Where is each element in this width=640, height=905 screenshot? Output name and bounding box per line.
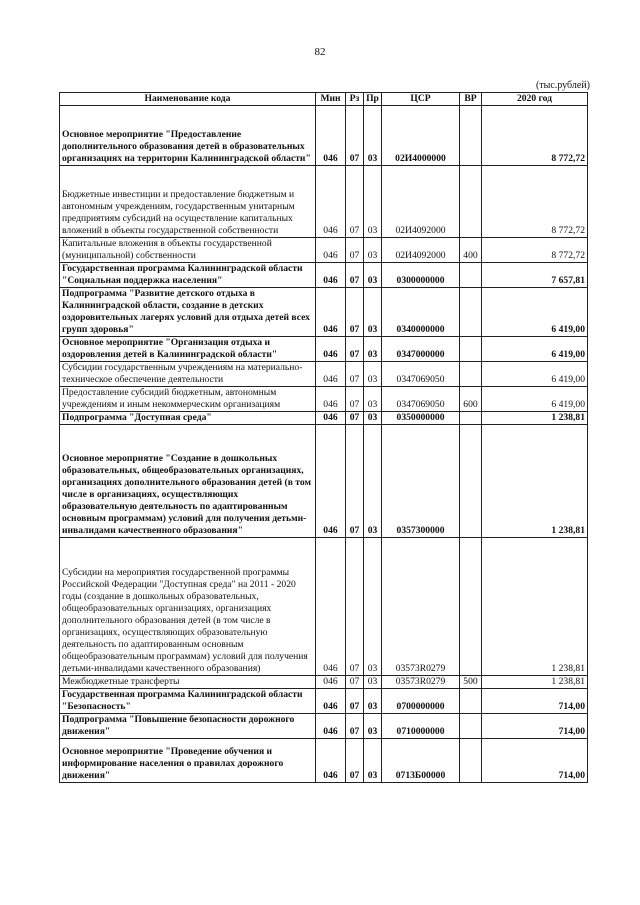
page-number: 82 bbox=[314, 46, 326, 58]
table-row bbox=[60, 411, 588, 424]
cell-vr bbox=[460, 424, 482, 537]
cell-rz: 07 bbox=[346, 386, 364, 411]
cell-amount: 1 238,81 bbox=[482, 675, 588, 688]
table-row bbox=[60, 537, 588, 675]
table-header bbox=[60, 93, 588, 106]
cell-name: Государственная программа Калининградской области "Безопасность" bbox=[60, 688, 316, 713]
cell-min: 046 bbox=[316, 688, 346, 713]
cell-rz: 07 bbox=[346, 262, 364, 287]
table-row bbox=[60, 237, 588, 262]
cell-min: 046 bbox=[316, 361, 346, 386]
cell-name: Государственная программа Калининградской области "Социальная поддержка населения" bbox=[60, 262, 316, 287]
cell-vr bbox=[460, 262, 482, 287]
cell-vr bbox=[460, 287, 482, 336]
header-rz: Рз bbox=[346, 93, 364, 106]
cell-pr: 03 bbox=[364, 287, 382, 336]
cell-vr: 500 bbox=[460, 675, 482, 688]
table-row bbox=[60, 675, 588, 688]
cell-csr: 0710000000 bbox=[382, 713, 460, 738]
cell-min: 046 bbox=[316, 386, 346, 411]
cell-name: Капитальные вложения в объекты государственной (муниципальной) собственности bbox=[60, 237, 316, 262]
cell-vr bbox=[460, 336, 482, 361]
cell-min: 046 bbox=[316, 675, 346, 688]
cell-csr: 0700000000 bbox=[382, 688, 460, 713]
cell-csr: 0713Б00000 bbox=[382, 738, 460, 782]
cell-pr: 03 bbox=[364, 165, 382, 237]
table-row bbox=[60, 361, 588, 386]
cell-name: Подпрограмма "Повышение безопасности дорожного движения" bbox=[60, 713, 316, 738]
cell-amount: 714,00 bbox=[482, 713, 588, 738]
cell-rz: 07 bbox=[346, 165, 364, 237]
cell-vr bbox=[460, 411, 482, 424]
cell-amount: 6 419,00 bbox=[482, 336, 588, 361]
cell-rz: 07 bbox=[346, 287, 364, 336]
table-row bbox=[60, 386, 588, 411]
budget-table bbox=[59, 92, 588, 783]
cell-min: 046 bbox=[316, 105, 346, 165]
cell-pr: 03 bbox=[364, 262, 382, 287]
cell-name: Предоставление субсидий бюджетным, автономным учреждениям и иным некоммерческим организациям bbox=[60, 386, 316, 411]
table-row bbox=[60, 336, 588, 361]
table-row bbox=[60, 165, 588, 237]
header-min: Мин bbox=[316, 93, 346, 106]
cell-pr: 03 bbox=[364, 675, 382, 688]
header-row bbox=[60, 93, 588, 106]
header-pr: Пр bbox=[364, 93, 382, 106]
cell-vr bbox=[460, 537, 482, 675]
cell-amount: 6 419,00 bbox=[482, 287, 588, 336]
cell-min: 046 bbox=[316, 738, 346, 782]
cell-rz: 07 bbox=[346, 688, 364, 713]
cell-vr bbox=[460, 713, 482, 738]
cell-amount: 6 419,00 bbox=[482, 386, 588, 411]
cell-name: Субсидии на мероприятия государственной программы Российской Федерации "Доступная среда" на 2011 - 2020 годы (создание в дошкольных образовательных, общеобразовательных организациях, организациях дополнительного образования детей (в том числе в организациях, осуществляющих образовательную деятельность по адаптированным основным общеобразовательным программам) условий для получения детьми-инвалидами качественного образования) bbox=[60, 537, 316, 675]
cell-min: 046 bbox=[316, 713, 346, 738]
cell-csr: 0300000000 bbox=[382, 262, 460, 287]
cell-csr: 0347000000 bbox=[382, 336, 460, 361]
cell-rz: 07 bbox=[346, 237, 364, 262]
cell-rz: 07 bbox=[346, 411, 364, 424]
cell-amount: 6 419,00 bbox=[482, 361, 588, 386]
cell-pr: 03 bbox=[364, 105, 382, 165]
cell-vr: 600 bbox=[460, 386, 482, 411]
table-row bbox=[60, 262, 588, 287]
cell-name: Субсидии государственным учреждениям на материально-техническое обеспечение деятельности bbox=[60, 361, 316, 386]
cell-rz: 07 bbox=[346, 537, 364, 675]
header-vr: ВР bbox=[460, 93, 482, 106]
cell-amount: 714,00 bbox=[482, 738, 588, 782]
cell-csr: 0357300000 bbox=[382, 424, 460, 537]
table-row bbox=[60, 738, 588, 782]
unit-note: (тыс.рублей) bbox=[535, 80, 590, 91]
cell-amount: 7 657,81 bbox=[482, 262, 588, 287]
cell-pr: 03 bbox=[364, 336, 382, 361]
cell-csr: 0340000000 bbox=[382, 287, 460, 336]
cell-rz: 07 bbox=[346, 105, 364, 165]
cell-pr: 03 bbox=[364, 361, 382, 386]
header-csr: ЦСР bbox=[382, 93, 460, 106]
cell-rz: 07 bbox=[346, 675, 364, 688]
cell-name: Основное мероприятие "Организация отдыха и оздоровления детей в Калининградской области" bbox=[60, 336, 316, 361]
cell-rz: 07 bbox=[346, 361, 364, 386]
cell-name: Подпрограмма "Развитие детского отдыха в Калининградской области, создание в детских оздоровительных лагерях условий для отдыха детей всех групп здоровья" bbox=[60, 287, 316, 336]
cell-vr bbox=[460, 361, 482, 386]
cell-amount: 1 238,81 bbox=[482, 537, 588, 675]
cell-pr: 03 bbox=[364, 537, 382, 675]
cell-pr: 03 bbox=[364, 411, 382, 424]
cell-rz: 07 bbox=[346, 713, 364, 738]
cell-pr: 03 bbox=[364, 424, 382, 537]
cell-name: Основное мероприятие "Проведение обучения и информирование населения о правилах дорожного движения" bbox=[60, 738, 316, 782]
cell-pr: 03 bbox=[364, 688, 382, 713]
cell-rz: 07 bbox=[346, 424, 364, 537]
cell-vr bbox=[460, 165, 482, 237]
cell-min: 046 bbox=[316, 537, 346, 675]
cell-csr: 02И4092000 bbox=[382, 237, 460, 262]
table-row bbox=[60, 424, 588, 537]
cell-pr: 03 bbox=[364, 237, 382, 262]
cell-amount: 8 772,72 bbox=[482, 105, 588, 165]
cell-rz: 07 bbox=[346, 738, 364, 782]
scan-artifact bbox=[0, 892, 640, 898]
cell-name: Межбюджетные трансферты bbox=[60, 675, 316, 688]
cell-csr: 0350000000 bbox=[382, 411, 460, 424]
cell-amount: 714,00 bbox=[482, 688, 588, 713]
cell-pr: 03 bbox=[364, 713, 382, 738]
cell-pr: 03 bbox=[364, 738, 382, 782]
cell-amount: 1 238,81 bbox=[482, 424, 588, 537]
cell-min: 046 bbox=[316, 287, 346, 336]
cell-name: Бюджетные инвестиции и предоставление бюджетным и автономным учреждениям, государственным унитарным предприятиям субсидий на осуществление капитальных вложений в объекты государственной собственности bbox=[60, 165, 316, 237]
cell-vr bbox=[460, 738, 482, 782]
cell-csr: 02И4000000 bbox=[382, 105, 460, 165]
table-row bbox=[60, 287, 588, 336]
cell-csr: 02И4092000 bbox=[382, 165, 460, 237]
table-row bbox=[60, 713, 588, 738]
cell-amount: 1 238,81 bbox=[482, 411, 588, 424]
table-row bbox=[60, 105, 588, 165]
cell-min: 046 bbox=[316, 424, 346, 537]
cell-amount: 8 772,72 bbox=[482, 165, 588, 237]
cell-min: 046 bbox=[316, 237, 346, 262]
cell-vr bbox=[460, 105, 482, 165]
cell-csr: 0347069050 bbox=[382, 361, 460, 386]
cell-csr: 03573R0279 bbox=[382, 537, 460, 675]
cell-csr: 03573R0279 bbox=[382, 675, 460, 688]
table-body bbox=[60, 105, 588, 782]
cell-min: 046 bbox=[316, 165, 346, 237]
cell-vr: 400 bbox=[460, 237, 482, 262]
cell-vr bbox=[460, 688, 482, 713]
cell-name: Основное мероприятие "Предоставление дополнительного образования детей в образовательных организациях на территории Калининградской области" bbox=[60, 105, 316, 165]
cell-name: Основное мероприятие "Создание в дошкольных образовательных, общеобразовательных организациях, организациях дополнительного образования детей (в том числе в организациях, осуществляющих образовательную деятельность по адаптированным основным программам) условий для получения детьми-инвалидами качественного образования" bbox=[60, 424, 316, 537]
cell-min: 046 bbox=[316, 336, 346, 361]
header-amount: 2020 год bbox=[482, 93, 588, 106]
cell-amount: 8 772,72 bbox=[482, 237, 588, 262]
header-name: Наименование кода bbox=[60, 93, 316, 106]
cell-csr: 0347069050 bbox=[382, 386, 460, 411]
cell-rz: 07 bbox=[346, 336, 364, 361]
cell-name: Подпрограмма "Доступная среда" bbox=[60, 411, 316, 424]
cell-pr: 03 bbox=[364, 386, 382, 411]
cell-min: 046 bbox=[316, 262, 346, 287]
table-row bbox=[60, 688, 588, 713]
cell-min: 046 bbox=[316, 411, 346, 424]
